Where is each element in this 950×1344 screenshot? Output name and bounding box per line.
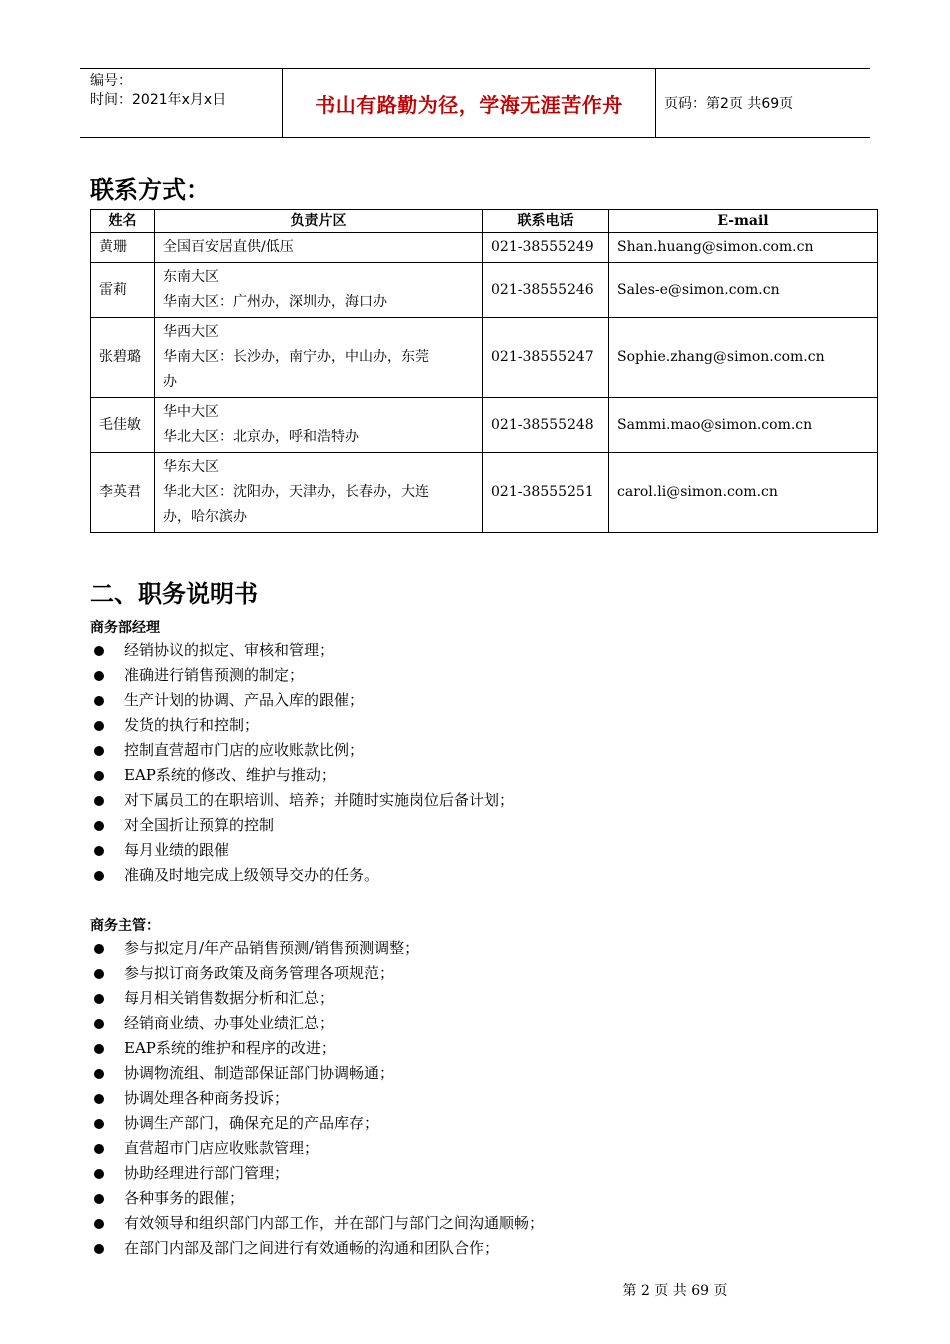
list-item (90, 961, 850, 986)
bullet-icon (94, 1219, 104, 1229)
list-item (90, 788, 850, 813)
bullet-icon (94, 646, 104, 656)
contact-phone: 021-38555247 (483, 318, 609, 398)
list-item (90, 813, 850, 838)
contact-phone: 021-38555246 (483, 263, 609, 318)
duty-text: 协助经理进行部门管理； (124, 1164, 290, 1182)
list-item (90, 688, 850, 713)
header-meta (80, 69, 282, 137)
duty-text: 对下属员工的在职培训、培养；并随时实施岗位后备计划； (124, 791, 515, 809)
area-line: 东南大区 (163, 269, 219, 285)
duty-text: 协调生产部门，确保充足的产品库存； (124, 1114, 380, 1132)
bullet-icon (94, 1044, 104, 1054)
duty-text: 协调处理各种商务投诉； (124, 1089, 290, 1107)
contact-name: 黄珊 (91, 233, 155, 263)
bullet-icon (94, 671, 104, 681)
bullet-icon (94, 944, 104, 954)
list-item (90, 936, 850, 961)
header-motto-cell (282, 69, 656, 137)
bullet-icon (94, 1244, 104, 1254)
column-header-email: E-mail (609, 210, 878, 233)
bullet-icon (94, 1119, 104, 1129)
bullet-icon (94, 721, 104, 731)
contact-name: 毛佳敏 (91, 398, 155, 453)
contacts-title: 联系方式： (90, 176, 210, 204)
list-item (90, 838, 850, 863)
area-line: 华北大区：北京办，呼和浩特办 (163, 429, 359, 445)
duty-text: 控制直营超市门店的应收账款比例； (124, 741, 365, 759)
duty-text: 每月相关销售数据分析和汇总； (124, 989, 335, 1007)
page-info: 页码：第2页 共69页 (664, 96, 794, 112)
bullet-icon (94, 1094, 104, 1104)
list-item (90, 1211, 850, 1236)
bullet-icon (94, 1169, 104, 1179)
supervisor-title: 商务主管： (90, 918, 160, 934)
contact-email: Sophie.zhang@simon.com.cn (609, 318, 878, 398)
bullet-icon (94, 1194, 104, 1204)
bullet-icon (94, 771, 104, 781)
duty-text: 参与拟定月/年产品销售预测/销售预测调整； (124, 939, 420, 957)
bullet-icon (94, 746, 104, 756)
contact-area (155, 398, 483, 453)
list-item (90, 713, 850, 738)
table-row (91, 263, 878, 318)
duty-text: 准确及时地完成上级领导交办的任务。 (124, 866, 380, 884)
duty-text: 参与拟订商务政策及商务管理各项规范； (124, 964, 395, 982)
bullet-icon (94, 1144, 104, 1154)
table-row (91, 453, 878, 533)
list-item (90, 1036, 850, 1061)
duty-text: 有效领导和组织部门内部工作，并在部门与部门之间沟通顺畅； (124, 1214, 545, 1232)
area-line: 华西大区 (163, 324, 219, 340)
contact-email: carol.li@simon.com.cn (609, 453, 878, 533)
list-item (90, 1136, 850, 1161)
contact-email: Sales-e@simon.com.cn (609, 263, 878, 318)
bullet-icon (94, 696, 104, 706)
area-line: 全国百安居直供/低压 (163, 239, 294, 255)
list-item (90, 986, 850, 1011)
contact-name: 张碧璐 (91, 318, 155, 398)
list-item (90, 738, 850, 763)
supervisor-duties-list (90, 936, 850, 1261)
contact-name: 雷莉 (91, 263, 155, 318)
contact-area (155, 263, 483, 318)
motto: 书山有路勤为径，学海无涯苦作舟 (315, 92, 623, 117)
duty-text: 对全国折让预算的控制 (124, 816, 275, 834)
area-line: 办 (163, 374, 177, 390)
bullet-icon (94, 969, 104, 979)
column-header-phone: 联系电话 (483, 210, 609, 233)
contact-phone: 021-38555248 (483, 398, 609, 453)
duty-text: 协调物流组、制造部保证部门协调畅通； (124, 1064, 395, 1082)
contacts-table (90, 209, 878, 533)
number-label: 编号： (90, 73, 132, 89)
page-footer: 第 2 页 共 69 页 (622, 1283, 728, 1299)
duty-text: EAP系统的修改、维护与推动； (124, 766, 336, 784)
bullet-icon (94, 871, 104, 881)
table-row (91, 398, 878, 453)
column-header-area: 负责片区 (155, 210, 483, 233)
manager-title: 商务部经理 (90, 620, 160, 636)
job-description-title: 二、职务说明书 (90, 580, 258, 608)
duty-text: 经销协议的拟定、审核和管理； (124, 641, 335, 659)
document-header (80, 68, 870, 138)
duty-text: 在部门内部及部门之间进行有效通畅的沟通和团队合作； (124, 1239, 500, 1257)
list-item (90, 1236, 850, 1261)
list-item (90, 863, 850, 888)
list-item (90, 1011, 850, 1036)
duty-text: 准确进行销售预测的制定； (124, 666, 305, 684)
bullet-icon (94, 846, 104, 856)
list-item (90, 638, 850, 663)
bullet-icon (94, 796, 104, 806)
duty-text: 发货的执行和控制； (124, 716, 260, 734)
table-row (91, 233, 878, 263)
bullet-icon (94, 1069, 104, 1079)
area-line: 华北大区：沈阳办，天津办，长春办，大连 (163, 484, 429, 500)
area-line: 华南大区：广州办，深圳办，海口办 (163, 294, 387, 310)
header-page-cell (655, 69, 870, 137)
contact-email: Sammi.mao@simon.com.cn (609, 398, 878, 453)
duty-text: 直营超市门店应收账款管理； (124, 1139, 320, 1157)
area-line: 华中大区 (163, 404, 219, 420)
contact-name: 李英君 (91, 453, 155, 533)
list-item (90, 1086, 850, 1111)
duty-text: 每月业绩的跟催 (124, 841, 230, 859)
contact-area (155, 453, 483, 533)
duty-text: 各种事务的跟催； (124, 1189, 245, 1207)
area-line: 华南大区：长沙办，南宁办，中山办，东莞 (163, 349, 429, 365)
area-line: 华东大区 (163, 459, 219, 475)
table-row (91, 318, 878, 398)
contacts-table-body (91, 233, 878, 533)
manager-duties-list (90, 638, 850, 888)
contact-email: Shan.huang@simon.com.cn (609, 233, 878, 263)
duty-text: 生产计划的协调、产品入库的跟催； (124, 691, 365, 709)
list-item (90, 1111, 850, 1136)
area-line: 办，哈尔滨办 (163, 509, 247, 525)
list-item (90, 1061, 850, 1086)
bullet-icon (94, 1019, 104, 1029)
list-item (90, 763, 850, 788)
list-item (90, 1161, 850, 1186)
contact-phone: 021-38555251 (483, 453, 609, 533)
column-header-name: 姓名 (91, 210, 155, 233)
table-header-row (91, 210, 878, 233)
contact-area (155, 318, 483, 398)
duty-text: EAP系统的维护和程序的改进； (124, 1039, 336, 1057)
time-label: 时间：2021年x月x日 (90, 92, 227, 108)
duty-text: 经销商业绩、办事处业绩汇总； (124, 1014, 335, 1032)
contact-phone: 021-38555249 (483, 233, 609, 263)
list-item (90, 1186, 850, 1211)
list-item (90, 663, 850, 688)
bullet-icon (94, 821, 104, 831)
contact-area (155, 233, 483, 263)
bullet-icon (94, 994, 104, 1004)
